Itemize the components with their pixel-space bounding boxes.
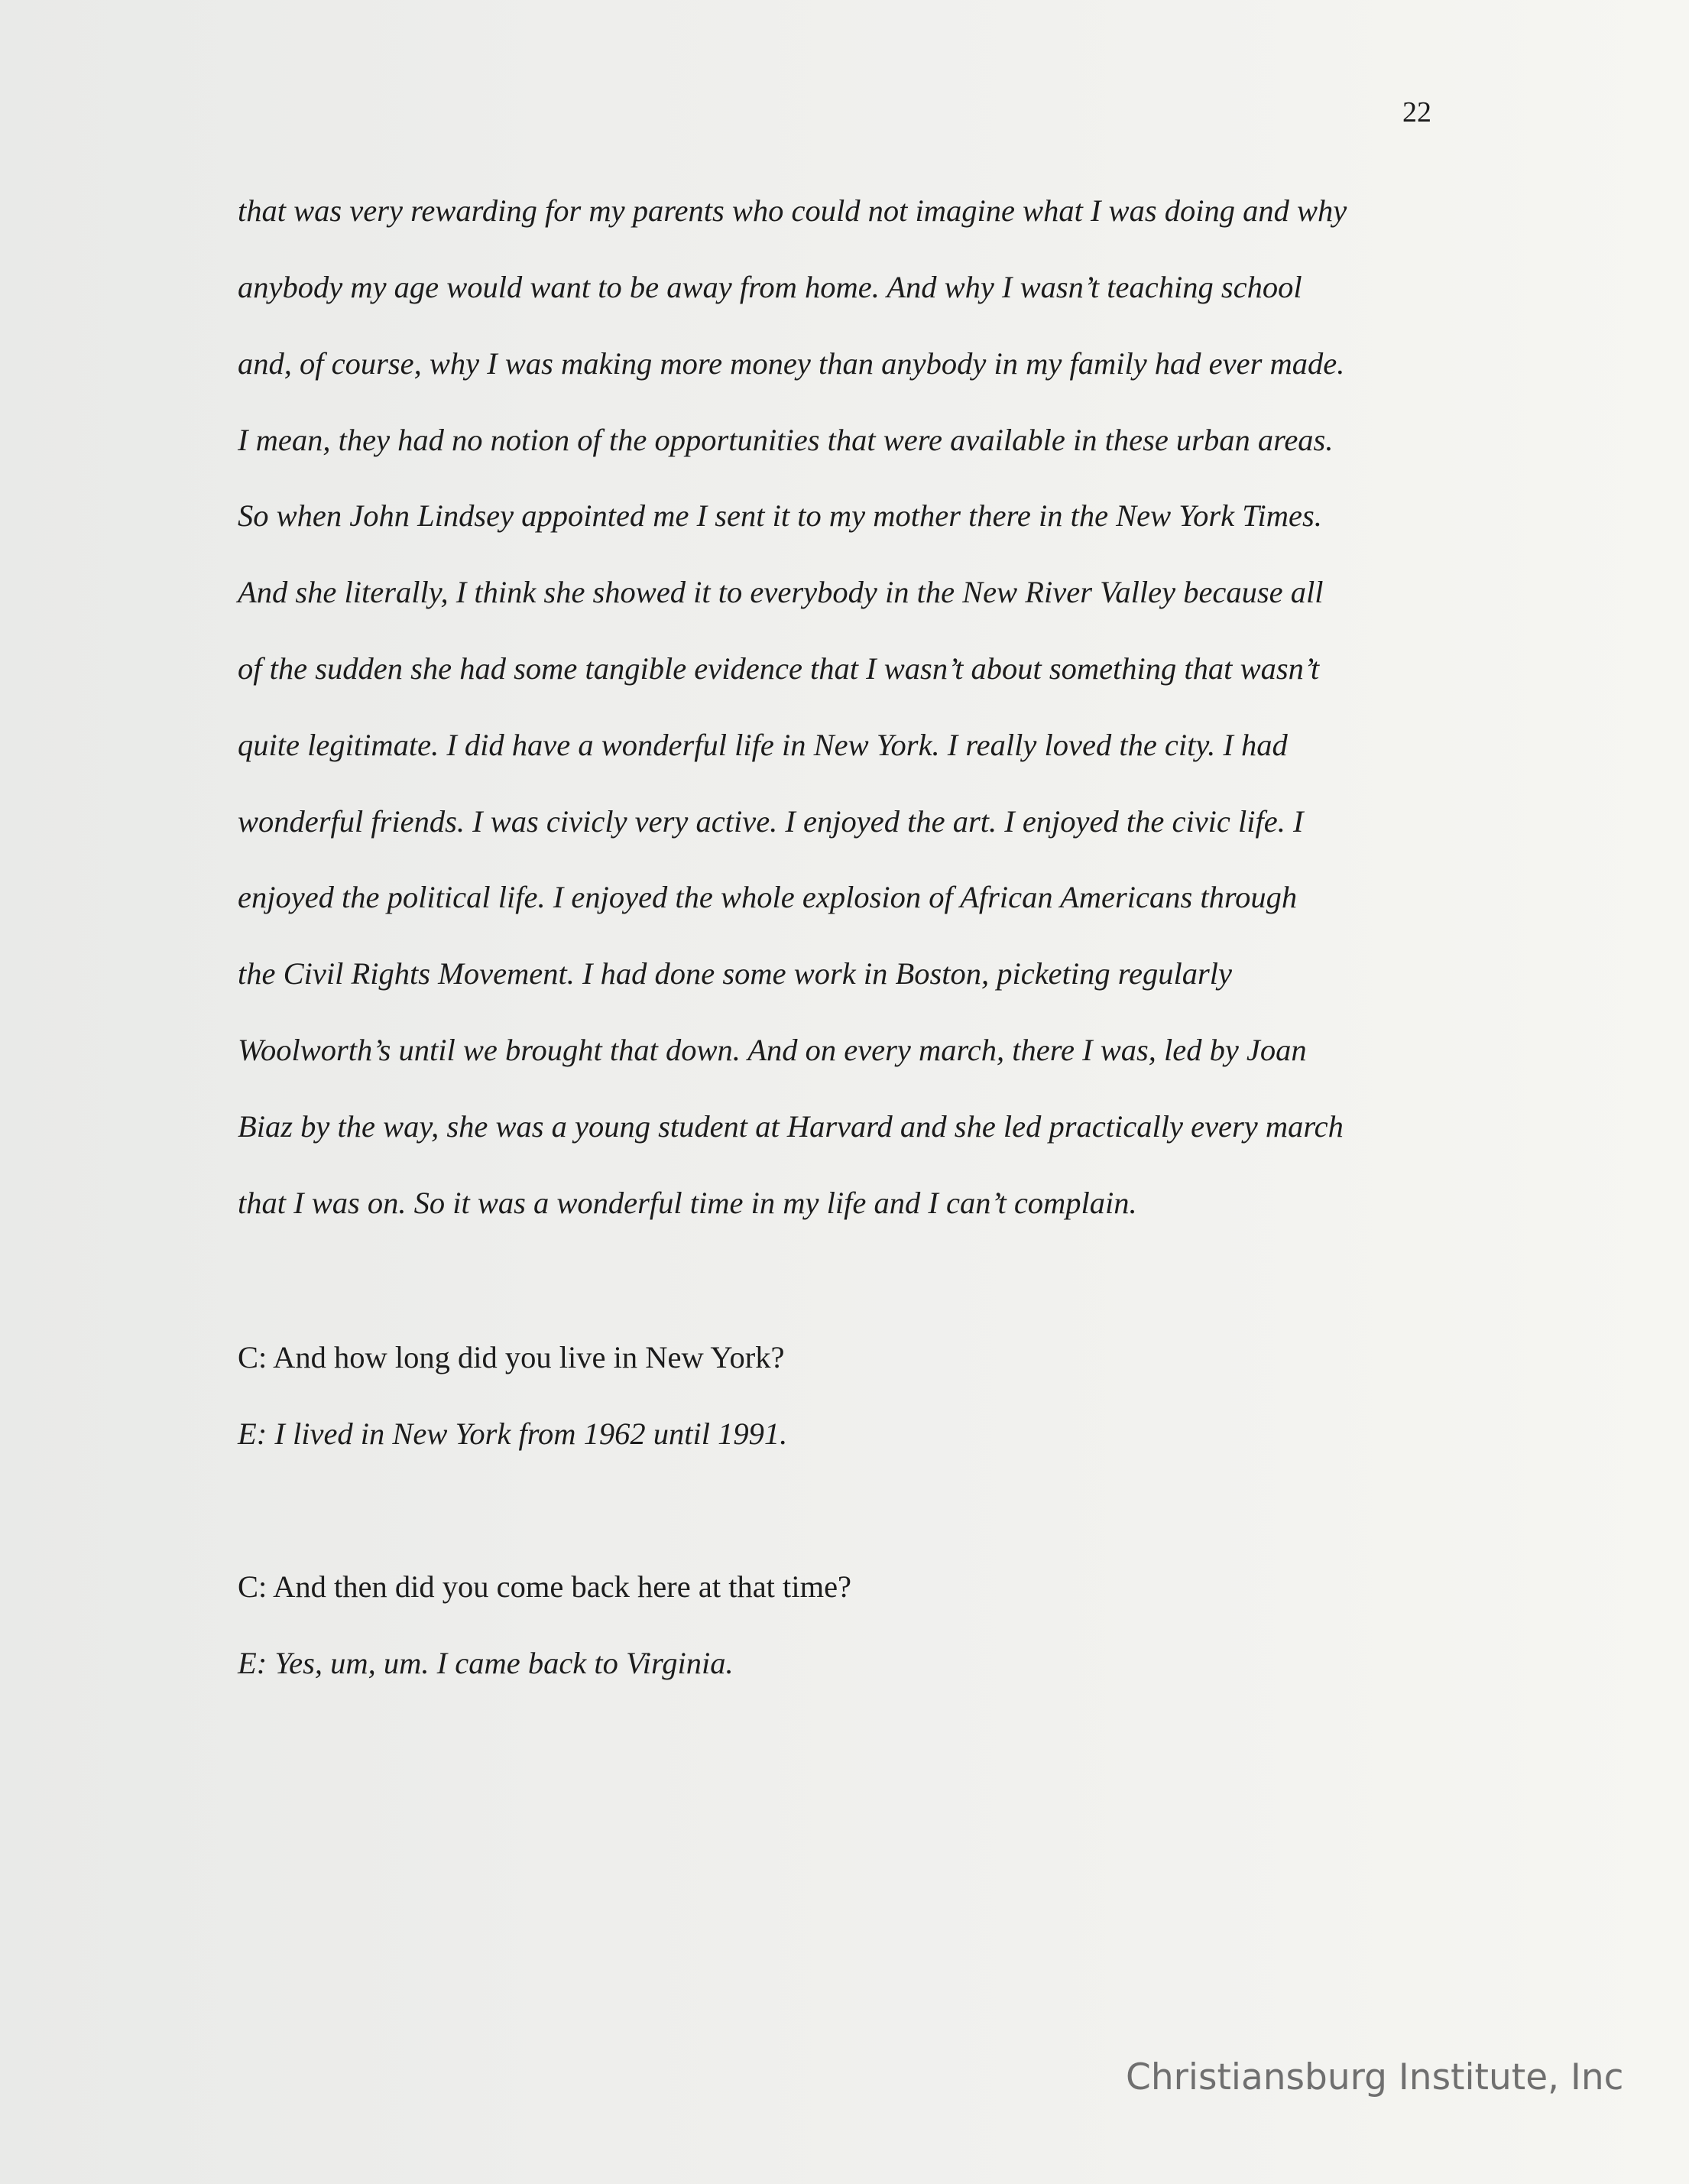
interviewer-question: C: And how long did you live in New York? (238, 1340, 785, 1374)
paragraph-line: anybody my age would want to be away from home. And why I wasn’t teaching school (238, 270, 1302, 304)
paragraph-line: that I was on. So it was a wonderful time in my life and I can’t complain. (238, 1186, 1137, 1220)
paragraph-line: And she literally, I think she showed it to everybody in the New River Valley because all (238, 575, 1324, 609)
interviewee-answer: E: I lived in New York from 1962 until 1991. (238, 1417, 788, 1451)
paragraph-line: that was very rewarding for my parents who could not imagine what I was doing and why (238, 193, 1347, 228)
paragraph-line: quite legitimate. I did have a wonderful life in New York. I really loved the city. I had (238, 728, 1288, 762)
watermark: Christiansburg Institute, Inc (1126, 2056, 1624, 2098)
paragraph-line: I mean, they had no notion of the opportunities that were available in these urban areas. (238, 423, 1334, 457)
paragraph-line: So when John Lindsey appointed me I sent it to my mother there in the New York Times. (238, 498, 1322, 533)
interviewer-question: C: And then did you come back here at that time? (238, 1569, 852, 1604)
paragraph-line: Woolworth’s until we brought that down. And on every march, there I was, led by Joan (238, 1033, 1307, 1067)
paragraph-line: and, of course, why I was making more money than anybody in my family had ever made. (238, 346, 1345, 381)
paragraph-line: of the sudden she had some tangible evidence that I wasn’t about something that wasn’t (238, 651, 1320, 686)
paragraph-line: wonderful friends. I was civicly very active. I enjoyed the art. I enjoyed the civic life. I (238, 804, 1304, 839)
page-number: 22 (1402, 96, 1431, 128)
paragraph-line: the Civil Rights Movement. I had done some work in Boston, picketing regularly (238, 956, 1233, 991)
interviewee-answer: E: Yes, um, um. I came back to Virginia. (238, 1646, 734, 1680)
paragraph-line: Biaz by the way, she was a young student at Harvard and she led practically every march (238, 1109, 1344, 1144)
paragraph-line: enjoyed the political life. I enjoyed the whole explosion of African Americans through (238, 880, 1298, 914)
